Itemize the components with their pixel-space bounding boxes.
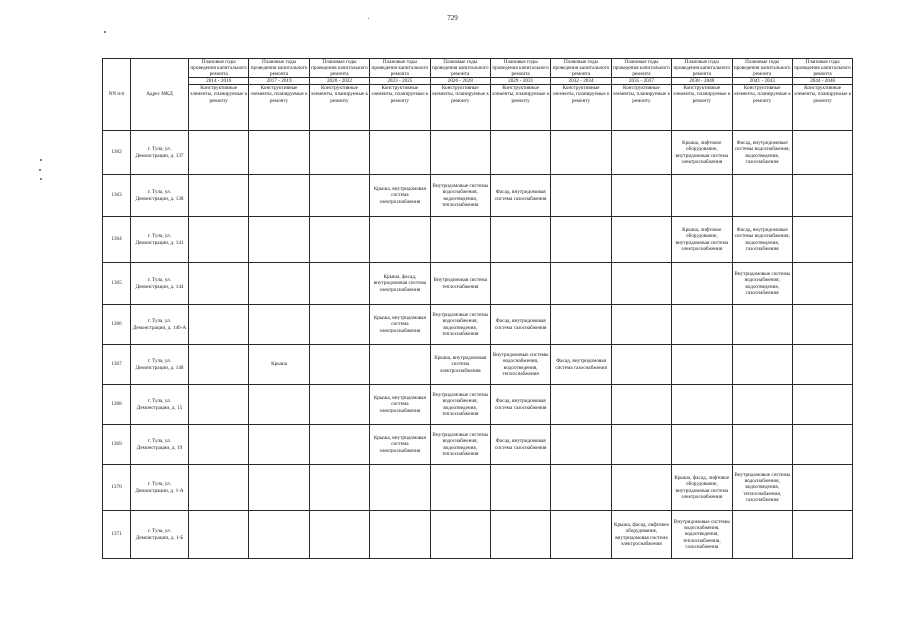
period-years: 2041 - 2043 (733, 77, 792, 85)
repair-elements-cell (189, 175, 249, 217)
repair-elements-cell (611, 175, 671, 217)
repair-elements-cell: Крыша, внутридомовая система электроснабжения (370, 175, 430, 217)
repair-elements-cell (672, 345, 732, 385)
repair-elements-cell: Крыша, внутридомовая система электроснабжения (430, 345, 490, 385)
row-address: г. Тула, ул. Демонстрации, д. 141 (131, 217, 189, 263)
period-elements-label: Конструктивные элементы, планируемые к ремонту (612, 85, 671, 104)
period-header (249, 59, 309, 131)
repair-elements-cell (551, 263, 611, 305)
repair-elements-cell (792, 131, 852, 175)
period-years: 2044 - 2046 (793, 77, 852, 85)
repair-elements-cell (370, 465, 430, 511)
period-elements-label: Конструктивные элементы, планируемые к ремонту (492, 85, 550, 104)
period-header (189, 59, 249, 131)
period-header (370, 59, 430, 131)
repair-elements-cell (672, 385, 732, 425)
period-years: 2014 - 2016 (189, 77, 248, 85)
repair-elements-cell: Внутридомовые системы водоснабжения, водоотведения, теплоснабжения, газоснабжения (732, 465, 792, 511)
row-number: 1366 (103, 305, 131, 345)
repair-elements-cell (189, 511, 249, 559)
row-address: г. Тула, ул. Демонстрации, д. 1-А (131, 465, 189, 511)
period-header (672, 59, 732, 131)
repair-elements-cell: Крыша, фасад, лифтовое оборудование, внутридомовая система электроснабжения (611, 511, 671, 559)
repair-elements-cell (551, 425, 611, 465)
repair-elements-cell (249, 425, 309, 465)
repair-elements-cell (370, 217, 430, 263)
repair-elements-cell (430, 465, 490, 511)
repair-elements-cell (611, 263, 671, 305)
repair-elements-cell (189, 425, 249, 465)
repair-elements-cell: Внутридомовые системы водоснабжения, водоотведения, теплоснабжения (430, 385, 490, 425)
repair-elements-cell (611, 385, 671, 425)
repair-schedule-table (102, 58, 853, 559)
repair-elements-cell (611, 345, 671, 385)
repair-elements-cell: Фасад, внутридомовые системы водоснабжения, водоотведения, газоснабжения (732, 131, 792, 175)
period-header (490, 59, 550, 131)
period-years: 2023 - 2025 (370, 77, 429, 85)
repair-elements-cell (249, 465, 309, 511)
row-address: г. Тула, ул. Демонстрации, д. 138 (131, 175, 189, 217)
period-years: 2038 - 2040 (672, 77, 731, 85)
period-years: 2026 - 2028 (431, 77, 490, 85)
repair-elements-cell: Внутридомовые системы водоснабжения, водоотведения, газоснабжения (732, 263, 792, 305)
repair-elements-cell (430, 217, 490, 263)
period-header-label: Плановые годы проведения капитального ремонта (371, 59, 429, 78)
repair-elements-cell (792, 175, 852, 217)
repair-elements-cell (249, 131, 309, 175)
table-row (103, 385, 853, 425)
repair-elements-cell (309, 175, 369, 217)
scan-speck (39, 169, 41, 171)
period-years: 2020 - 2022 (310, 77, 369, 85)
repair-elements-cell (309, 385, 369, 425)
repair-elements-cell (189, 465, 249, 511)
repair-elements-cell (309, 425, 369, 465)
repair-elements-cell (792, 345, 852, 385)
repair-elements-cell (551, 305, 611, 345)
period-elements-label: Конструктивные элементы, планируемые к ремонту (310, 85, 369, 104)
repair-elements-cell (792, 263, 852, 305)
repair-elements-cell (490, 263, 550, 305)
table-row (103, 511, 853, 559)
period-years: 2017 - 2019 (249, 77, 308, 85)
header-row (103, 59, 853, 131)
repair-elements-cell (792, 305, 852, 345)
scan-speck (104, 31, 106, 33)
scan-speck (368, 18, 369, 19)
row-address: г. Тула, ул. Демонстрации, д. 148 (131, 345, 189, 385)
table-row (103, 465, 853, 511)
period-header-label: Плановые годы проведения капитального ремонта (431, 59, 489, 78)
scan-speck (40, 159, 42, 161)
period-header-label: Плановые годы проведения капитального ремонта (794, 59, 851, 78)
table-row (103, 263, 853, 305)
period-header (309, 59, 369, 131)
repair-elements-cell (551, 511, 611, 559)
table-row (103, 131, 853, 175)
repair-elements-cell (551, 465, 611, 511)
table-row (103, 305, 853, 345)
repair-elements-cell (189, 305, 249, 345)
repair-elements-cell (732, 175, 792, 217)
period-header-label: Плановые годы проведения капитального ремонта (492, 59, 549, 78)
period-header-label: Плановые годы проведения капитального ремонта (250, 59, 308, 78)
repair-elements-cell (551, 175, 611, 217)
row-number: 1370 (103, 465, 131, 511)
period-elements-label: Конструктивные элементы, планируемые к ремонту (733, 85, 791, 104)
repair-elements-cell: Крыша, лифтовое оборудование, внутридомовая система электроснабжения (672, 217, 732, 263)
repair-elements-cell (189, 131, 249, 175)
period-header-label: Плановые годы проведения капитального ремонта (552, 59, 610, 78)
period-elements-label: Конструктивные элементы, планируемые к ремонту (250, 85, 308, 104)
repair-elements-cell: Крыша, внутридомовая система электроснабжения (370, 385, 430, 425)
table-body (103, 131, 853, 559)
row-address: г. Тула, ул. Демонстрации, д. 137 (131, 131, 189, 175)
period-elements-label: Конструктивные элементы, планируемые к ремонту (371, 85, 429, 104)
period-header (732, 59, 792, 131)
repair-elements-cell (551, 385, 611, 425)
period-years: 2035 - 2037 (612, 77, 671, 85)
repair-elements-cell (611, 217, 671, 263)
repair-elements-cell (370, 345, 430, 385)
table-row (103, 345, 853, 385)
table-row (103, 425, 853, 465)
repair-elements-cell (249, 385, 309, 425)
repair-elements-cell (430, 511, 490, 559)
repair-elements-cell (490, 217, 550, 263)
repair-elements-cell (309, 217, 369, 263)
repair-elements-cell (309, 345, 369, 385)
period-elements-label: Конструктивные элементы, планируемые к ремонту (552, 85, 610, 104)
repair-elements-cell (370, 511, 430, 559)
repair-elements-cell (611, 131, 671, 175)
repair-elements-cell (792, 465, 852, 511)
repair-elements-cell (732, 425, 792, 465)
repair-elements-cell (732, 385, 792, 425)
table-row (103, 175, 853, 217)
period-header (551, 59, 611, 131)
repair-elements-cell: Фасад, внутридомовая система газоснабжения (551, 345, 611, 385)
repair-elements-cell (490, 131, 550, 175)
row-number: 1365 (103, 263, 131, 305)
period-header (792, 59, 852, 131)
repair-elements-cell (249, 305, 309, 345)
repair-elements-cell (490, 511, 550, 559)
repair-elements-cell (189, 217, 249, 263)
period-elements-label: Конструктивные элементы, планируемые к ремонту (431, 85, 489, 104)
repair-elements-cell (430, 131, 490, 175)
repair-elements-cell (189, 385, 249, 425)
period-header-label: Плановые годы проведения капитального ремонта (190, 59, 247, 78)
repair-elements-cell: Внутридомовая система теплоснабжения (430, 263, 490, 305)
repair-elements-cell (792, 511, 852, 559)
table-row (103, 217, 853, 263)
repair-elements-cell (611, 465, 671, 511)
row-address: г. Тула, ул. Демонстрации, д. 15 (131, 385, 189, 425)
repair-elements-cell (249, 175, 309, 217)
repair-elements-cell (672, 175, 732, 217)
page-number: 729 (447, 14, 458, 22)
repair-elements-cell: Крыша, лифтовое оборудование, внутридомовая система электроснабжения (672, 131, 732, 175)
repair-elements-cell (249, 511, 309, 559)
repair-elements-cell: Крыша, внутридомовая система электроснабжения (370, 425, 430, 465)
repair-elements-cell (611, 425, 671, 465)
row-address: г. Тула, ул. Демонстрации, д. 144 (131, 263, 189, 305)
repair-elements-cell (551, 217, 611, 263)
period-years: 2029 - 2031 (491, 77, 550, 85)
period-header (430, 59, 490, 131)
row-number: 1363 (103, 175, 131, 217)
repair-elements-cell: Крыша, внутридомовая система электроснабжения (370, 305, 430, 345)
repair-elements-cell: Фасад, внутридомовая система газоснабжения (490, 305, 550, 345)
repair-elements-cell (309, 131, 369, 175)
repair-elements-cell (672, 305, 732, 345)
row-address: г. Тула, ул. Демонстрации, д. 146-А (131, 305, 189, 345)
repair-elements-cell: Крыша, фасад, лифтовое оборудование, внутридомовая система электроснабжения (672, 465, 732, 511)
row-number: 1371 (103, 511, 131, 559)
repair-elements-cell: Крыша (249, 345, 309, 385)
repair-elements-cell (672, 425, 732, 465)
period-header-label: Плановые годы проведения капитального ремонта (613, 59, 670, 78)
repair-elements-cell: Фасад, внутридомовая система газоснабжения (490, 385, 550, 425)
repair-elements-cell (732, 345, 792, 385)
row-number: 1369 (103, 425, 131, 465)
repair-elements-cell (309, 263, 369, 305)
repair-elements-cell (309, 305, 369, 345)
repair-elements-cell: Внутридомовые системы водоснабжения, водоотведения, теплоснабжения (430, 175, 490, 217)
repair-elements-cell (249, 263, 309, 305)
row-number: 1368 (103, 385, 131, 425)
num-header: NN п/п (103, 59, 131, 131)
period-header-label: Плановые годы проведения капитального ремонта (311, 59, 368, 78)
repair-elements-cell (672, 263, 732, 305)
row-address: г. Тула, ул. Демонстрации, д. 1-Б (131, 511, 189, 559)
repair-elements-cell: Фасад, внутридомовые системы водоснабжения, водоотведения, газоснабжения (732, 217, 792, 263)
repair-elements-cell: Внутридомовые системы водоснабжения, водоотведения, теплоснабжения (490, 345, 550, 385)
row-number: 1362 (103, 131, 131, 175)
repair-elements-cell (249, 217, 309, 263)
repair-elements-cell (732, 305, 792, 345)
period-header-label: Плановые годы проведения капитального ремонта (673, 59, 731, 78)
repair-elements-cell (490, 465, 550, 511)
repair-elements-cell (309, 511, 369, 559)
period-elements-label: Конструктивные элементы, планируемые к ремонту (794, 85, 852, 104)
period-header-label: Плановые годы проведения капитального ремонта (733, 59, 791, 78)
address-header: Адрес МКД (131, 59, 189, 131)
repair-elements-cell (551, 131, 611, 175)
repair-elements-cell (732, 511, 792, 559)
scan-speck (40, 178, 42, 180)
repair-elements-cell (792, 217, 852, 263)
repair-elements-cell (189, 345, 249, 385)
row-number: 1367 (103, 345, 131, 385)
row-number: 1364 (103, 217, 131, 263)
repair-elements-cell: Внутридомовые системы водоснабжения, водоотведения, теплоснабжения (430, 305, 490, 345)
repair-elements-cell: Фасад, внутридомовая система газоснабжения (490, 175, 550, 217)
repair-elements-cell: Внутридомовые системы водоснабжения, водоотведения, теплоснабжения (430, 425, 490, 465)
period-years: 2032 - 2034 (551, 77, 610, 85)
repair-elements-cell (792, 385, 852, 425)
repair-elements-cell (189, 263, 249, 305)
repair-elements-cell (611, 305, 671, 345)
row-address: г. Тула, ул. Демонстрации, д. 19 (131, 425, 189, 465)
repair-elements-cell (309, 465, 369, 511)
period-elements-label: Конструктивные элементы, планируемые к ремонту (190, 85, 248, 104)
period-elements-label: Конструктивные элементы, планируемые к ремонту (673, 85, 731, 104)
repair-elements-cell: Внутридомовые системы водоснабжения, водоотведения, теплоснабжения, газоснабжения (672, 511, 732, 559)
repair-elements-cell (792, 425, 852, 465)
repair-elements-cell: Фасад, внутридомовая система газоснабжения (490, 425, 550, 465)
repair-elements-cell: Крыша, фасад, внутридомовая система электроснабжения (370, 263, 430, 305)
repair-elements-cell (370, 131, 430, 175)
period-header (611, 59, 671, 131)
